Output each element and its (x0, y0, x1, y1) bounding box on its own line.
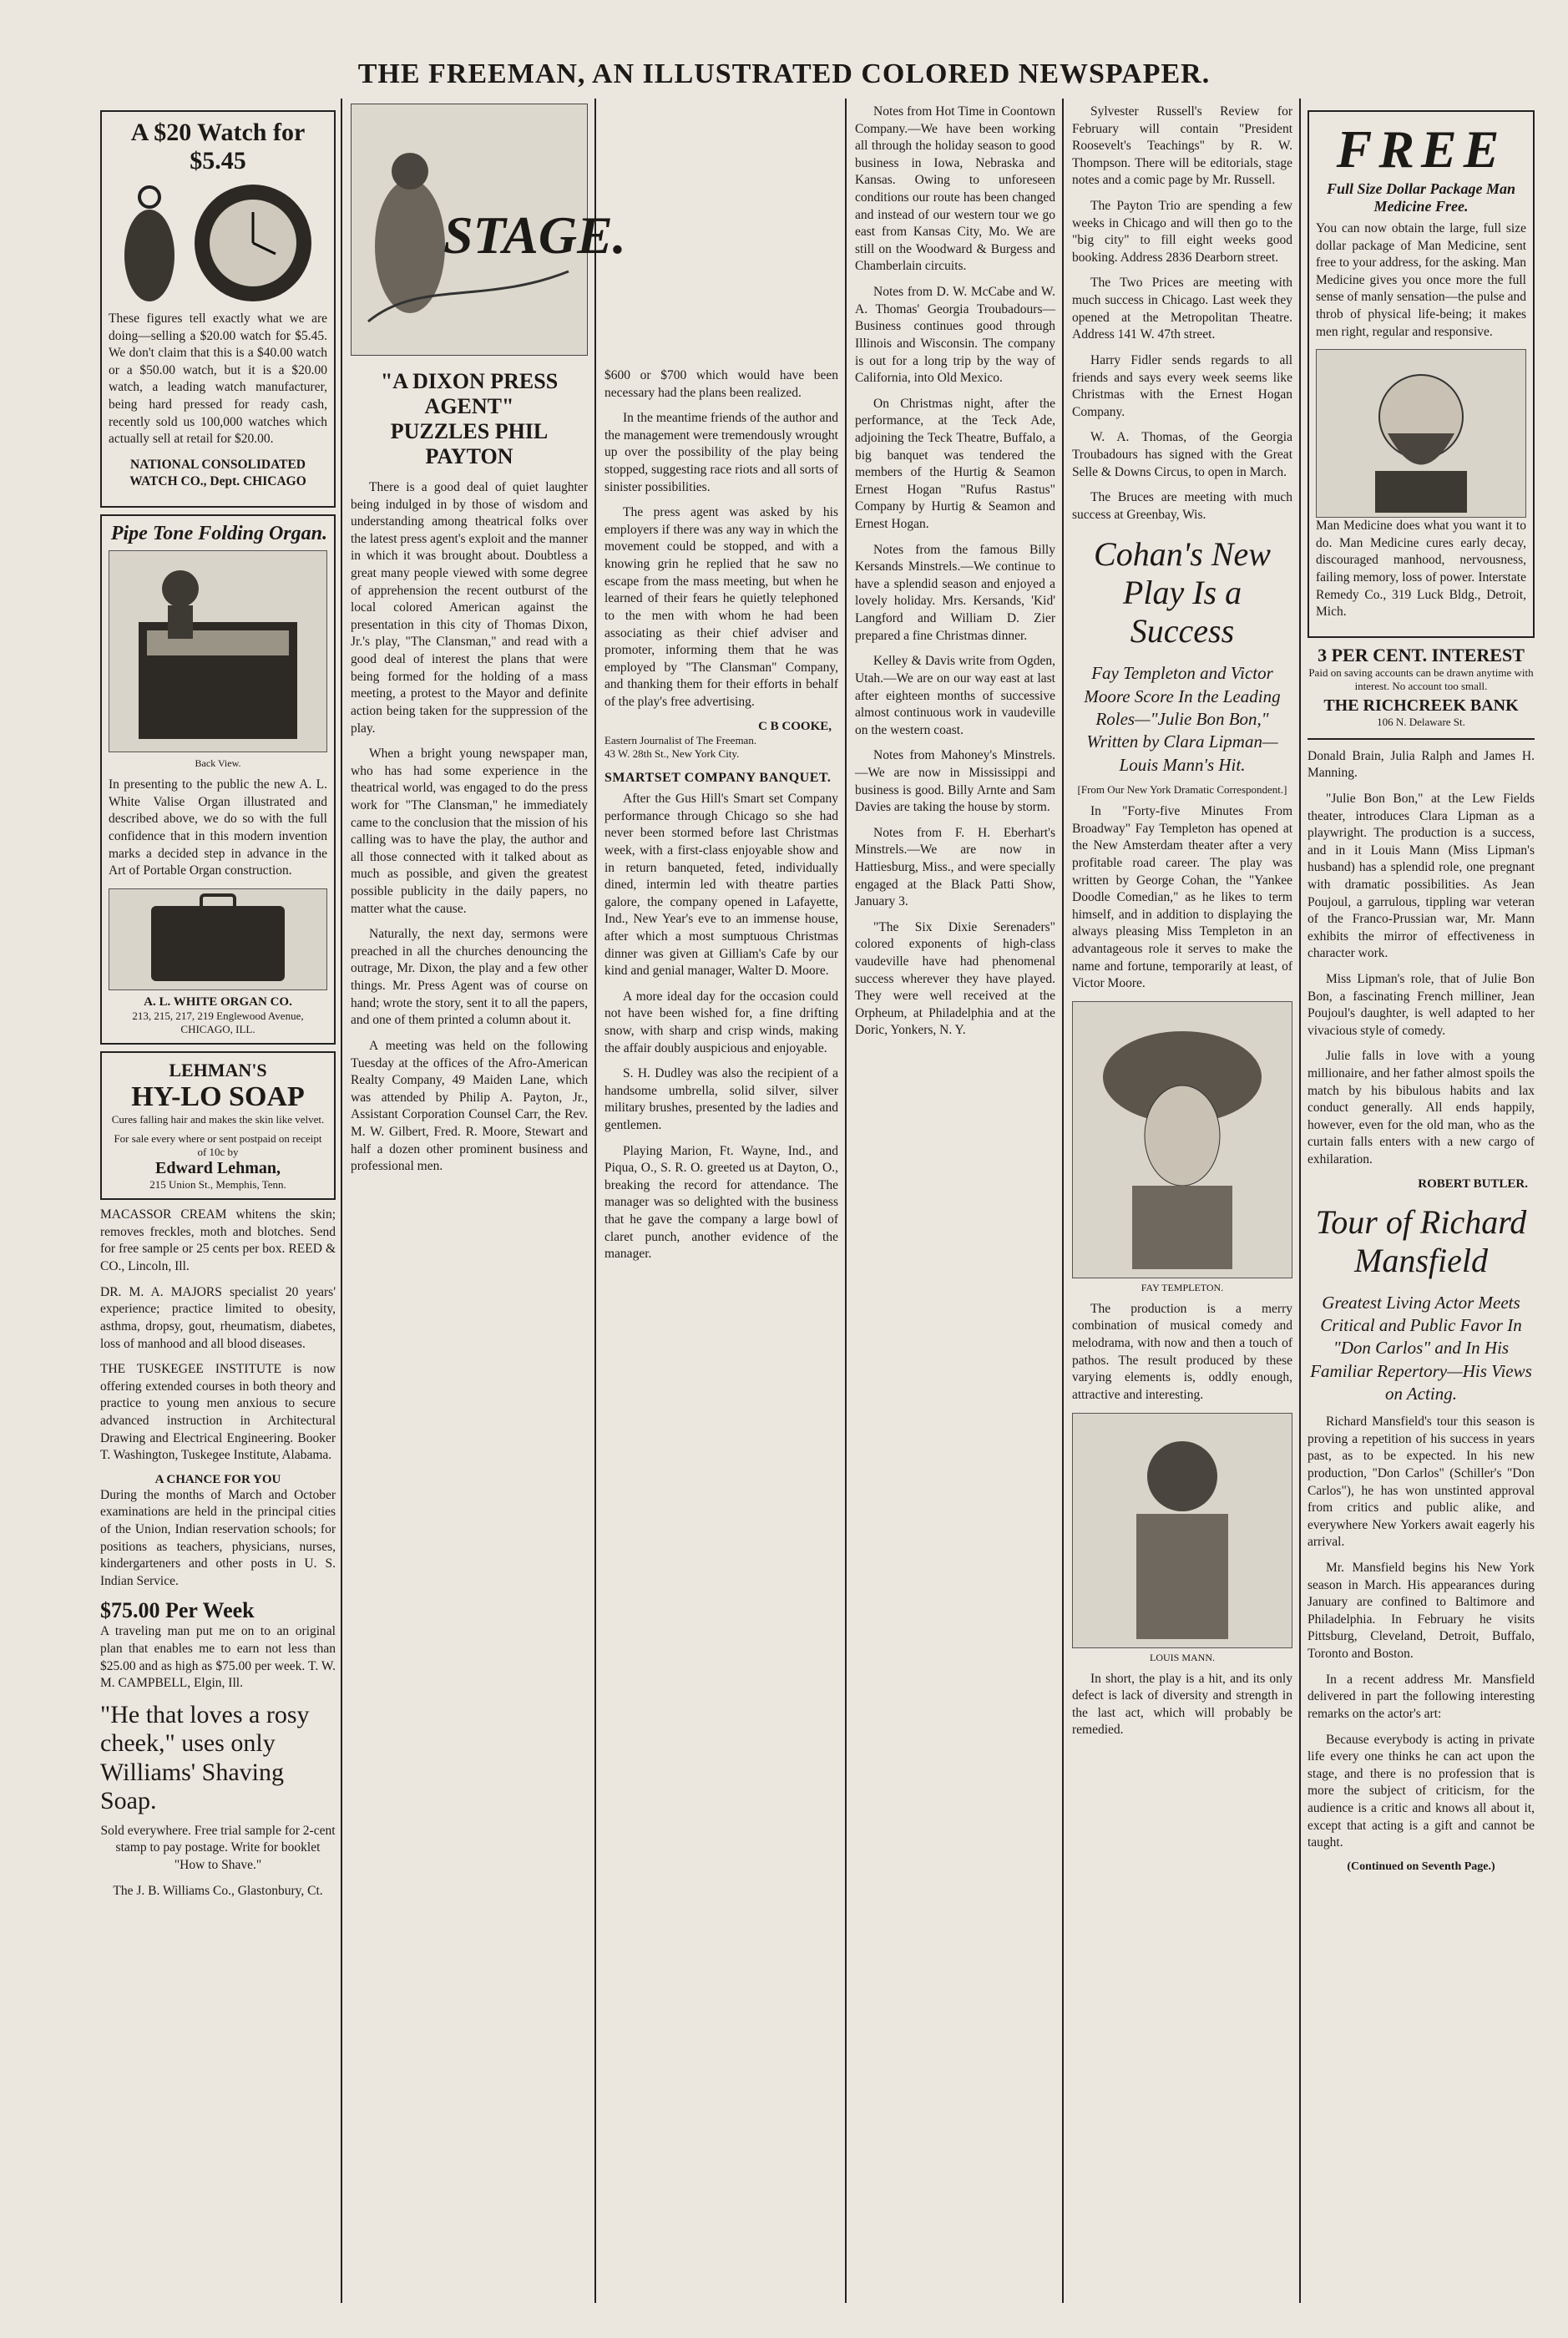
article-paragraph: In "Forty-five Minutes From Broadway" Fay Templeton has opened at the New Amsterdam theater after a very profitable road career. The play was written by George Cohan, the "Yankee Doodle Comedian," as he likes to term himself, and in addition to displaying the always pleasing Miss Templeton in an advantageous role it serves to make the name and fortune, temporarily at least, of Victor Moore. (1072, 804, 1292, 991)
column-rule (845, 99, 847, 2303)
article-paragraph: In short, the play is a hit, and its only defect is lack of diversity and strength in the last act, which will probably be remedied. (1072, 1671, 1292, 1738)
week-ad-amount: $75.00 Per Week (100, 1598, 255, 1623)
article-paragraph: Richard Mansfield's tour this season is proving a repetition of his success in years past, as to be expected. In his new production, "Don Carlos" (Schiller's "Don Carlos"), he has won unstinted approval from critics and public alike, and everywhere New Yorkers await eagerly his arrival. (1308, 1414, 1535, 1550)
article-paragraph: After the Gus Hill's Smart set Company performance through Chicago so she had never been stormed before last Christmas week, with a first-class enjoyable show and in return banqueted, feted, individually dined, intermin led with theatre parties galore, the company opened in Lafayette, Ind., New Year's eve to an immense house, after which a most sumptuous Christmas dinner was given at Gilliam's Cafe by our kind and genial manager, Walter D. Moore. (604, 792, 838, 979)
interest-title: 3 PER CENT. INTEREST (1318, 644, 1525, 665)
watch-ad-title: A $20 Watch for $5.45 (130, 119, 306, 175)
masthead: THE FREEMAN, AN ILLUSTRATED COLORED NEWSPAPER. (357, 58, 1211, 89)
article-paragraph: Miss Lipman's role, that of Julie Bon Bon, a fascinating French milliner, Jean Poujoul's daughter, is well adapted to her vivacious style of comedy. (1308, 971, 1535, 1038)
note-paragraph: Notes from Mahoney's Minstrels.—We are now in Mississippi and business is good. Billy Arnte and Sam Davies are taking the house by storm. (855, 748, 1055, 815)
chance-title: A CHANCE FOR YOU (154, 1472, 281, 1486)
article-paragraph: There is a good deal of quiet laughter being indulged in by those of wisdom and understanding among theatrical folks over the latest press agent's exploit and the manner in which it was brought about. Doubtless a great many people viewed with some degree of apprehension the recent outburst of the local colored American against the presentation in this city of Thomas Dixon, Jr.'s play, "The Clansman," and read with a good deal of interest the plans that were being formed for the holding of a mass meeting, a protest to the Mayor and definite action being taken for the suppression of the play. (351, 480, 588, 736)
divider (1308, 738, 1535, 740)
louis-mann-portrait (1072, 1413, 1292, 1648)
stage-banner (351, 104, 626, 356)
note-paragraph: Notes from F. H. Eberhart's Minstrels.—We are now in Hattiesburg, Miss., and were specially engaged at the Black Patti Show, January 3. (855, 825, 1055, 909)
stage-column (351, 104, 626, 2300)
byline-title: Eastern Journalist of The Freeman. (604, 733, 757, 746)
organ-ad (100, 514, 336, 1045)
banquet-heading: SMARTSET COMPANY BANQUET. (604, 771, 832, 786)
soap-sale: For sale every where or sent postpaid on receipt of 10c by (114, 1131, 322, 1158)
note-paragraph: The Two Prices are meeting with much success in Chicago. Last week they opened at the Metropolitan Theatre. Address 141 W. 47th street. (1072, 276, 1292, 342)
shaving-quote: "He that loves a rosy cheek," uses only Williams' Shaving Soap. (100, 1700, 310, 1815)
shaving-body: Sold everywhere. Free trial sample for 2-cent stamp to pay postage. Write for booklet "How to Shave." (100, 1823, 336, 1873)
cohan-column (1072, 104, 1292, 2300)
free-body: You can now obtain the large, full size dollar package of Man Medicine, sent free to your address, for the asking. Man Medicine gives you once more the full sense of manly sensation—the pulse and throb of physical life-being; it makes men right, regular and responsive. (1316, 221, 1526, 339)
stage-banner-word: STAGE. (443, 205, 626, 265)
man-medicine-ad (1308, 110, 1535, 638)
column-rule (1299, 99, 1301, 2303)
note-paragraph: Harry Fidler sends regards to all friends and says every week seems like Christmas with the Ernest Hogan Company. (1072, 352, 1292, 419)
bearded-man-icon (1338, 354, 1505, 513)
company-notes-column (855, 104, 1055, 2300)
portrait-caption: LOUIS MANN. (1150, 1651, 1215, 1663)
stage-headline-1: "A DIXON PRESS AGENT" (380, 369, 559, 418)
soap-address: 215 Union St., Memphis, Tenn. (149, 1178, 286, 1191)
note-paragraph: Notes from Hot Time in Coontown Company.—We have been working all through the holiday season to good business in Iowa, Nebraska and Kansas. Owing to unforeseen conditions our route has been changed and instead of our western tour we go east from Kansas City, Mo. We are still on the Woodward & Burgess and Chamberlain circuits. (855, 104, 1055, 274)
shaving-company: The J. B. Williams Co., Glastonbury, Ct. (113, 1883, 323, 1898)
soap-seller: Edward Lehman, (154, 1159, 281, 1177)
stage-headline-2: PUZZLES PHIL PAYTON (390, 419, 549, 468)
organ-caption: Back View. (195, 757, 241, 770)
mansfield-headline: Tour of Richard Mansfield (1315, 1202, 1527, 1279)
article-paragraph: Naturally, the next day, sermons were preached in all the churches denouncing the outrage, Mr. Dixon, the play and a few other things. Mr. Press Agent was of course on hand; wrote the story, sent it to all the papers, and one of them printed a column about it. (351, 927, 588, 1028)
note-paragraph: The Bruces are meeting with much success at Greenbay, Wis. (1072, 490, 1292, 522)
note-paragraph: The Payton Trio are spending a few weeks in Chicago and will then go to the "big city" to fill eight weeks good booking. Address 2836 Dearborn street. (1072, 199, 1292, 265)
classified-item: MACASSOR CREAM whitens the skin; removes freckles, moth and blotches. Send for free sample or 25 cents per box. REED & CO., Lincoln, Ill. (100, 1207, 336, 1274)
note-paragraph: Sylvester Russell's Review for February will contain "President Roosevelt's Teachings" by R. W. Thompson. There will be editorials, stage notes and a comic page by Mr. Russell. (1072, 104, 1292, 188)
organ-ad-title: Pipe Tone Folding Organ. (110, 523, 327, 545)
soap-title: LEHMAN'S (169, 1060, 267, 1081)
note-paragraph: On Christmas night, after the performance, at the Teck Ade, adjoining the Teck Theatre, Buffalo, a big banquet was tendered the members of the Hurtig & Seamon Ernest Hogan "Rufus Rastus" Company by Hurtig & Seamon and Ernest Hogan. (855, 396, 1055, 532)
week-ad-body: A traveling man put me on to an original plan that enables me to earn not less than $25.00 and as high as $75.00 per week. T. W. M. CAMPBELL, Elgin, Ill. (100, 1624, 336, 1691)
article-paragraph: Because everybody is acting in private life every one thinks he can act upon the stage, and there is no profession that is more the subject of criticism, for the audience is a critic and knows all about it, except that acting is a gift and cannot be taught. (1308, 1732, 1535, 1850)
article-paragraph: The production is a merry combination of musical comedy and melodrama, with now and then a touch of pathos. The result produced by these varying elements is, oddly enough, attractive and interesting. (1072, 1301, 1292, 1402)
portrait-caption: FAY TEMPLETON. (1141, 1281, 1224, 1293)
watch-ad (100, 110, 336, 508)
portrait-man-icon (1099, 1418, 1266, 1643)
free-body-2: Man Medicine does what you want it to do. Man Medicine cures early decay, discouraged manhood, nervousness, failing memory, loss of power. Interstate Remedy Co., 319 Luck Bldg., Detroit, Mich. (1316, 519, 1526, 620)
watch-ad-company: NATIONAL CONSOLIDATED WATCH CO., Dept. CHICAGO (129, 457, 306, 489)
column-rule (341, 99, 342, 2303)
article-paragraph: In a recent address Mr. Mansfield delivered in part the following interesting remarks on the actor's art: (1308, 1672, 1535, 1721)
byline-name: C B COOKE, (758, 719, 832, 733)
classified-item: DR. M. A. MAJORS specialist 20 years' experience; practice limited to obesity, asthma, dropsy, gout, rheumatism, diabetes, loss of manhood and all blood diseases. (100, 1284, 336, 1351)
ad-column (100, 104, 336, 2300)
organ-address: 213, 215, 217, 219 Englewood Avenue, CHICAGO, ILL. (132, 1009, 304, 1035)
interest-body: Paid on saving accounts can be drawn anytime with interest. No account too small. (1308, 665, 1534, 693)
column-rule (1062, 99, 1064, 2303)
portrait-woman-icon (1090, 1010, 1274, 1269)
chance-body: During the months of March and October examinations are held in the principal cities of the Union, Indian reservation schools; for positions as teachers, physicians, nurses, kindergarteners and other posts in U. S. Indian Service. (100, 1487, 336, 1588)
soap-tagline: Cures falling hair and makes the skin like velvet. (111, 1113, 325, 1126)
column-rule (594, 99, 596, 2303)
article-paragraph: The press agent was asked by his employers if there was any way in which the movement could be stopped, and with a knowing grin he replied that he saw no escape from the mass meeting, but when he learned of their fears he quietly telephoned to the men with whom he had been associating as their chief adviser and promoter, informing them that he was employed by "The Clansman" Company, and thanking them for their efforts in behalf of the play's free advertising. (604, 505, 838, 709)
article-paragraph: A meeting was held on the following Tuesday at the offices of the Afro-American Realty Company, 49 Maiden Lane, which was attended by Philip A. Payton, Jr., Assistant Corporation Counsel Carr, the Rev. M. W. Gilbert, Fred. R. Moore, Stewart and half a dozen other prominent business and professional men. (351, 1038, 588, 1174)
note-paragraph: "The Six Dixie Serenaders" colored exponents of high-class vaudeville have had phenomenal success wherever they have played. They were well received at the Orpheum, at Philadelphia and at the Doric, Yonkers, N. Y. (855, 919, 1055, 1038)
bank-name: THE RICHCREEK BANK (1323, 696, 1519, 716)
mansfield-column (1308, 104, 1535, 2300)
article-paragraph: Donald Brain, Julia Ralph and James H. Manning. (1308, 748, 1535, 781)
watch-illustration (109, 180, 327, 306)
note-paragraph: W. A. Thomas, of the Georgia Troubadours has signed with the Great Selle & Downs Circus, to open in March. (1072, 430, 1292, 479)
organ-case-icon (143, 893, 293, 985)
article-paragraph: Mr. Mansfield begins his New York season in March. His appearances during January are confined to Baltimore and Philadelphia. In February he visits Pittsburg, Cleveland, Detroit, Buffalo, Toronto and Boston. (1308, 1561, 1535, 1662)
article-paragraph: In the meantime friends of the author and the management were tremendously wrought up over the possibility of the play being stopped, suggesting race riots and all sorts of sinister possibilities. (604, 411, 838, 494)
free-subtitle: Full Size Dollar Package Man Medicine Free. (1326, 180, 1516, 215)
cohan-deck: Fay Templeton and Victor Moore Score In the Leading Roles—"Julie Bon Bon," Written by Clara Lipman—Louis Mann's Hit. (1084, 663, 1281, 775)
watch-ad-body: These figures tell exactly what we are doing—selling a $20.00 watch for $5.45. We don't claim that this is a $40.00 watch or a $50.00 watch, but it is a $20.00 watch, a leading watch manufacturer, being hard pressed for ready cash, recently sold us 100,000 watches which actually sell at retail for $20.00. (109, 311, 327, 447)
soap-name: HY-LO SOAP (131, 1081, 305, 1113)
article-paragraph: Playing Marion, Ft. Wayne, Ind., and Piqua, O., S. R. O. greeted us at Dayton, O., breaking the record for attendance. The manager was so delighted with the business that he gave the company a large bowl of claret punch, another evidence of the manager. (604, 1143, 838, 1262)
classified-item: THE TUSKEGEE INSTITUTE is now offering extended courses in both theory and practice to young men anxious to secure advanced instruction in Architectural Drawing and Electrical Engineering. Booker T. Washington, Tuskegee Institute, Alabama. (100, 1362, 336, 1463)
article-paragraph: When a bright young newspaper man, who has had some experience in the theatrical world, was engaged to do the press work for "The Clansman," he immediately came to the conclusion that the mission of his calling was to have the play, the author and all those connected with it talked about as much as possible, and given the greatest possible publicity in the daily papers, no matter what the cause. (351, 746, 588, 916)
free-title: FREE (1336, 119, 1506, 179)
article-paragraph: Julie falls in love with a young millionaire, and her father almost spoils the match by his bibulous habits and lax conduct generally. All ends happily, however, even for the old man, who as the curtain falls enters with a new cargo of exhilaration. (1308, 1049, 1535, 1167)
bearded-man-illustration (1316, 349, 1526, 518)
organ-case-illustration (109, 888, 327, 990)
fay-templeton-portrait (1072, 1001, 1292, 1278)
stage-column-continued (604, 367, 838, 2296)
byline-address: 43 W. 28th St., New York City. (604, 746, 740, 760)
organ-company: A. L. WHITE ORGAN CO. (144, 994, 292, 1009)
cohan-credit: [From Our New York Dramatic Correspondent.] (1077, 782, 1287, 796)
watch-face-icon (190, 180, 316, 306)
mansfield-deck: Greatest Living Actor Meets Critical and Public Favor In "Don Carlos" and In His Familiar Repertory—His Views on Acting. (1310, 1292, 1532, 1404)
continued-note: (Continued on Seventh Page.) (1347, 1860, 1495, 1873)
cohan-headline: Cohan's New Play Is a Success (1094, 535, 1271, 650)
bank-address: 106 N. Delaware St. (1377, 716, 1465, 729)
watch-back-icon (120, 180, 179, 306)
byline-name: ROBERT BUTLER. (1418, 1177, 1528, 1191)
organ-illustration (109, 550, 327, 752)
article-paragraph: $600 or $700 which would have been necessary had the plans been realized. (604, 368, 838, 400)
note-paragraph: Notes from D. W. McCabe and W. A. Thomas' Georgia Troubadours—Business continues good through Illinois and Wisconsin. The company is out for a long trip by the way of California, into Old Mexico. (855, 285, 1055, 386)
article-paragraph: A more ideal day for the occasion could not have been wished for, a fine drifting snow, with sharp and crisp winds, making the affair doubly auspicious and enjoyable. (604, 989, 838, 1055)
article-paragraph: "Julie Bon Bon," at the Lew Fields theater, introduces Clara Lipman as a playwright. The production is a success, and in it Louis Mann (Miss Lipman's husband) has a splendid role, one pregnant with dramatic possibilities. As Jean Poujoul, a garrulous, tippling war veteran of the Franco-Prussian war, Mr. Mann exhibits the mirror of effectiveness in character work. (1308, 791, 1535, 961)
soap-ad (100, 1051, 336, 1200)
article-paragraph: S. H. Dudley was also the recipient of a handsome umbrella, solid silver, silver military brushes, presented by the ladies and gentlemen. (604, 1066, 838, 1133)
note-paragraph: Notes from the famous Billy Kersands Minstrels.—We continue to have a splendid season and enjoyed a lovely holiday. Mrs. Kersands, 'Kid' Langford and William D. Zier prepared a fine Christmas dinner. (855, 542, 1055, 643)
note-paragraph: Kelley & Davis write from Ogden, Utah.—We are on our way east at last after eighteen months of successive almost continuous work in vaudeville on the western coast. (855, 654, 1055, 737)
organ-body: In presenting to the public the new A. L. White Valise Organ illustrated and described above, we do so with the full confidence that in this modern invention marks a decided step in advance in the Art of Portable Organ construction. (109, 777, 327, 878)
organ-icon (122, 555, 314, 747)
